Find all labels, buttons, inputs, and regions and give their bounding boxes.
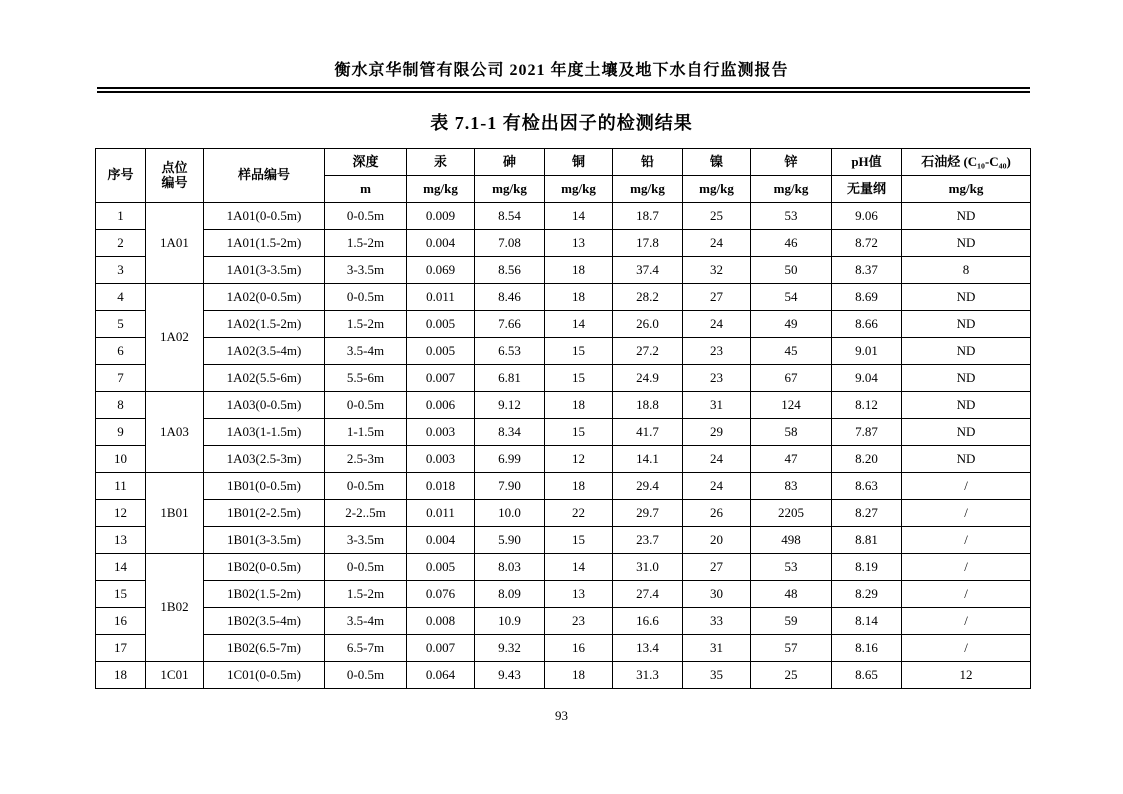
cell-value: 24.9 — [613, 365, 683, 392]
table-row — [96, 473, 1031, 500]
cell-value: 53 — [751, 203, 832, 230]
cell-value: 6.99 — [475, 446, 545, 473]
cell-value: 2.5-3m — [325, 446, 407, 473]
cell-value: 26 — [683, 500, 751, 527]
cell-seq: 5 — [96, 311, 146, 338]
cell-value: 0-0.5m — [325, 473, 407, 500]
table-title: 表 7.1-1 有检出因子的检测结果 — [430, 113, 693, 133]
cell-value: 37.4 — [613, 257, 683, 284]
header-divider — [97, 87, 1030, 93]
cell-value: 15 — [545, 365, 613, 392]
cell-sample-id: 1A01(1.5-2m) — [204, 230, 325, 257]
cell-value: 8.19 — [832, 554, 902, 581]
cell-seq: 2 — [96, 230, 146, 257]
cell-value: 8.65 — [832, 662, 902, 689]
cell-value: 13.4 — [613, 635, 683, 662]
cell-value: 8.14 — [832, 608, 902, 635]
cell-value: 0.005 — [407, 554, 475, 581]
cell-value: 8.34 — [475, 419, 545, 446]
cell-value: 15 — [545, 527, 613, 554]
cell-value: 18 — [545, 392, 613, 419]
cell-value: 9.12 — [475, 392, 545, 419]
cell-value: 10.0 — [475, 500, 545, 527]
sample-column-header: 样品编号 — [204, 149, 325, 203]
cell-value: 24 — [683, 446, 751, 473]
cell-value: 9.06 — [832, 203, 902, 230]
table-row — [96, 500, 1031, 527]
cell-value: 12 — [545, 446, 613, 473]
cell-value: ND — [902, 284, 1031, 311]
cell-value: 9.01 — [832, 338, 902, 365]
cell-value: 3.5-4m — [325, 338, 407, 365]
cell-seq: 11 — [96, 473, 146, 500]
table-row — [96, 527, 1031, 554]
cell-value: 18 — [545, 284, 613, 311]
cell-value: 0-0.5m — [325, 284, 407, 311]
cell-seq: 15 — [96, 581, 146, 608]
cell-point-id: 1A03 — [146, 392, 204, 473]
cell-value: 18.8 — [613, 392, 683, 419]
cell-value: ND — [902, 338, 1031, 365]
cell-value: 9.43 — [475, 662, 545, 689]
cell-value: 67 — [751, 365, 832, 392]
cell-sample-id: 1B02(1.5-2m) — [204, 581, 325, 608]
analyte-unit-header: mg/kg — [902, 176, 1031, 203]
document-header: 衡水京华制管有限公司 2021 年度土壤及地下水自行监测报告 — [334, 62, 789, 79]
analyte-name-header: 石油烃 (C₁₀-C₄₀) — [902, 149, 1031, 176]
table-body — [96, 203, 1031, 689]
cell-value: 1.5-2m — [325, 581, 407, 608]
cell-value: 0.007 — [407, 635, 475, 662]
cell-point-id: 1A02 — [146, 284, 204, 392]
cell-value: 16 — [545, 635, 613, 662]
cell-value: 25 — [683, 203, 751, 230]
cell-value: 8.63 — [832, 473, 902, 500]
page-number: 93 — [555, 708, 568, 723]
table-row — [96, 554, 1031, 581]
table-head — [96, 149, 1031, 203]
cell-value: 46 — [751, 230, 832, 257]
cell-value: 30 — [683, 581, 751, 608]
cell-value: 16.6 — [613, 608, 683, 635]
table-row — [96, 608, 1031, 635]
cell-seq: 12 — [96, 500, 146, 527]
cell-value: 0.009 — [407, 203, 475, 230]
cell-value: 23.7 — [613, 527, 683, 554]
cell-value: 8.09 — [475, 581, 545, 608]
cell-value: 20 — [683, 527, 751, 554]
cell-value: 1.5-2m — [325, 311, 407, 338]
cell-value: 29.7 — [613, 500, 683, 527]
cell-value: 15 — [545, 338, 613, 365]
cell-value: 23 — [683, 365, 751, 392]
cell-sample-id: 1A02(1.5-2m) — [204, 311, 325, 338]
cell-value: 8.81 — [832, 527, 902, 554]
cell-sample-id: 1A02(5.5-6m) — [204, 365, 325, 392]
cell-value: / — [902, 473, 1031, 500]
cell-value: / — [902, 608, 1031, 635]
cell-value: 0.004 — [407, 230, 475, 257]
analyte-unit-header: mg/kg — [407, 176, 475, 203]
cell-value: 2-2..5m — [325, 500, 407, 527]
cell-sample-id: 1B02(3.5-4m) — [204, 608, 325, 635]
table-row — [96, 392, 1031, 419]
analyte-unit-header: mg/kg — [613, 176, 683, 203]
analyte-name-header: 深度 — [325, 149, 407, 176]
table-row — [96, 581, 1031, 608]
analyte-unit-header: 无量纲 — [832, 176, 902, 203]
cell-value: 27 — [683, 284, 751, 311]
cell-seq: 3 — [96, 257, 146, 284]
cell-value: 29.4 — [613, 473, 683, 500]
cell-value: 24 — [683, 311, 751, 338]
cell-sample-id: 1A03(0-0.5m) — [204, 392, 325, 419]
cell-value: 5.90 — [475, 527, 545, 554]
cell-value: 48 — [751, 581, 832, 608]
cell-value: 0-0.5m — [325, 392, 407, 419]
cell-value: 14 — [545, 203, 613, 230]
cell-value: 14 — [545, 554, 613, 581]
table-row — [96, 284, 1031, 311]
cell-value: 18 — [545, 662, 613, 689]
cell-value: / — [902, 554, 1031, 581]
analyte-name-header: 镍 — [683, 149, 751, 176]
cell-value: 1-1.5m — [325, 419, 407, 446]
cell-seq: 16 — [96, 608, 146, 635]
cell-value: 23 — [683, 338, 751, 365]
cell-value: 57 — [751, 635, 832, 662]
detection-results-table — [95, 148, 1031, 689]
cell-seq: 14 — [96, 554, 146, 581]
cell-value: / — [902, 500, 1031, 527]
cell-value: 0-0.5m — [325, 662, 407, 689]
cell-value: 0.069 — [407, 257, 475, 284]
analyte-unit-header: mg/kg — [545, 176, 613, 203]
cell-value: 27 — [683, 554, 751, 581]
cell-value: 47 — [751, 446, 832, 473]
cell-value: 0.064 — [407, 662, 475, 689]
point-column-header: 点位 编号 — [146, 149, 204, 203]
cell-sample-id: 1A02(3.5-4m) — [204, 338, 325, 365]
cell-value: 35 — [683, 662, 751, 689]
table-row — [96, 311, 1031, 338]
cell-seq: 4 — [96, 284, 146, 311]
cell-point-id: 1B02 — [146, 554, 204, 662]
cell-value: 27.4 — [613, 581, 683, 608]
table-row — [96, 230, 1031, 257]
analyte-name-header: 砷 — [475, 149, 545, 176]
cell-seq: 8 — [96, 392, 146, 419]
analyte-unit-header: mg/kg — [751, 176, 832, 203]
analyte-unit-header: m — [325, 176, 407, 203]
cell-value: 8.12 — [832, 392, 902, 419]
cell-value: 8.27 — [832, 500, 902, 527]
cell-value: 0.011 — [407, 284, 475, 311]
table-row — [96, 446, 1031, 473]
cell-value: 0-0.5m — [325, 554, 407, 581]
cell-value: 58 — [751, 419, 832, 446]
cell-seq: 10 — [96, 446, 146, 473]
cell-value: 53 — [751, 554, 832, 581]
cell-value: 6.81 — [475, 365, 545, 392]
analyte-name-header: 铅 — [613, 149, 683, 176]
analyte-name-header: pH值 — [832, 149, 902, 176]
cell-value: 124 — [751, 392, 832, 419]
cell-value: 8.46 — [475, 284, 545, 311]
cell-value: 9.04 — [832, 365, 902, 392]
cell-sample-id: 1A03(2.5-3m) — [204, 446, 325, 473]
cell-value: 8.69 — [832, 284, 902, 311]
cell-value: 26.0 — [613, 311, 683, 338]
analyte-name-header: 汞 — [407, 149, 475, 176]
table-row — [96, 419, 1031, 446]
cell-value: ND — [902, 230, 1031, 257]
cell-value: 7.08 — [475, 230, 545, 257]
cell-value: 6.5-7m — [325, 635, 407, 662]
cell-value: 13 — [545, 230, 613, 257]
cell-value: 25 — [751, 662, 832, 689]
cell-sample-id: 1A01(3-3.5m) — [204, 257, 325, 284]
cell-value: ND — [902, 311, 1031, 338]
cell-value: 33 — [683, 608, 751, 635]
cell-value: 54 — [751, 284, 832, 311]
cell-value: 7.66 — [475, 311, 545, 338]
cell-value: 45 — [751, 338, 832, 365]
cell-value: / — [902, 527, 1031, 554]
cell-value: 49 — [751, 311, 832, 338]
cell-value: 0.011 — [407, 500, 475, 527]
analyte-name-header: 锌 — [751, 149, 832, 176]
cell-value: 14 — [545, 311, 613, 338]
cell-value: 0-0.5m — [325, 203, 407, 230]
cell-value: ND — [902, 392, 1031, 419]
cell-value: 8.54 — [475, 203, 545, 230]
cell-value: 83 — [751, 473, 832, 500]
cell-value: 498 — [751, 527, 832, 554]
cell-value: 41.7 — [613, 419, 683, 446]
cell-value: 8.66 — [832, 311, 902, 338]
cell-value: 0.005 — [407, 338, 475, 365]
cell-sample-id: 1B02(0-0.5m) — [204, 554, 325, 581]
cell-seq: 6 — [96, 338, 146, 365]
cell-seq: 13 — [96, 527, 146, 554]
cell-value: 59 — [751, 608, 832, 635]
cell-value: 17.8 — [613, 230, 683, 257]
cell-point-id: 1A01 — [146, 203, 204, 284]
table-row — [96, 203, 1031, 230]
cell-value: ND — [902, 203, 1031, 230]
cell-value: 24 — [683, 230, 751, 257]
cell-value: 14.1 — [613, 446, 683, 473]
cell-point-id: 1B01 — [146, 473, 204, 554]
cell-sample-id: 1B01(0-0.5m) — [204, 473, 325, 500]
cell-value: 0.003 — [407, 419, 475, 446]
cell-value: 31 — [683, 392, 751, 419]
cell-value: 8.56 — [475, 257, 545, 284]
cell-sample-id: 1A02(0-0.5m) — [204, 284, 325, 311]
cell-value: / — [902, 581, 1031, 608]
cell-value: ND — [902, 365, 1031, 392]
table-row — [96, 635, 1031, 662]
cell-point-id: 1C01 — [146, 662, 204, 689]
cell-value: 8.16 — [832, 635, 902, 662]
cell-value: 3.5-4m — [325, 608, 407, 635]
cell-value: 8.72 — [832, 230, 902, 257]
cell-value: 8.20 — [832, 446, 902, 473]
cell-value: 23 — [545, 608, 613, 635]
cell-sample-id: 1B01(3-3.5m) — [204, 527, 325, 554]
cell-value: 0.005 — [407, 311, 475, 338]
cell-sample-id: 1C01(0-0.5m) — [204, 662, 325, 689]
cell-value: 31.0 — [613, 554, 683, 581]
analyte-unit-header: mg/kg — [475, 176, 545, 203]
cell-sample-id: 1B01(2-2.5m) — [204, 500, 325, 527]
cell-value: 32 — [683, 257, 751, 284]
cell-value: 9.32 — [475, 635, 545, 662]
cell-seq: 7 — [96, 365, 146, 392]
cell-sample-id: 1B02(6.5-7m) — [204, 635, 325, 662]
cell-value: 8.37 — [832, 257, 902, 284]
cell-value: 5.5-6m — [325, 365, 407, 392]
cell-value: 31 — [683, 635, 751, 662]
cell-value: 0.006 — [407, 392, 475, 419]
cell-value: 7.90 — [475, 473, 545, 500]
analyte-unit-header: mg/kg — [683, 176, 751, 203]
cell-value: 0.007 — [407, 365, 475, 392]
cell-value: 8.29 — [832, 581, 902, 608]
cell-value: 3-3.5m — [325, 257, 407, 284]
seq-column-header: 序号 — [96, 149, 146, 203]
analyte-name-header: 铜 — [545, 149, 613, 176]
cell-value: 18.7 — [613, 203, 683, 230]
cell-value: ND — [902, 419, 1031, 446]
cell-value: 18 — [545, 473, 613, 500]
cell-value: 0.008 — [407, 608, 475, 635]
cell-value: 6.53 — [475, 338, 545, 365]
cell-seq: 18 — [96, 662, 146, 689]
cell-value: 24 — [683, 473, 751, 500]
cell-value: 1.5-2m — [325, 230, 407, 257]
table-row — [96, 257, 1031, 284]
table-row — [96, 338, 1031, 365]
cell-value: 7.87 — [832, 419, 902, 446]
table-row — [96, 365, 1031, 392]
cell-value: ND — [902, 446, 1031, 473]
cell-value: 29 — [683, 419, 751, 446]
cell-seq: 9 — [96, 419, 146, 446]
cell-value: 50 — [751, 257, 832, 284]
cell-seq: 1 — [96, 203, 146, 230]
cell-value: 31.3 — [613, 662, 683, 689]
cell-value: 2205 — [751, 500, 832, 527]
cell-value: 0.018 — [407, 473, 475, 500]
cell-value: / — [902, 635, 1031, 662]
table-row — [96, 662, 1031, 689]
cell-seq: 17 — [96, 635, 146, 662]
cell-sample-id: 1A03(1-1.5m) — [204, 419, 325, 446]
cell-value: 27.2 — [613, 338, 683, 365]
cell-value: 12 — [902, 662, 1031, 689]
cell-value: 0.076 — [407, 581, 475, 608]
cell-value: 8.03 — [475, 554, 545, 581]
cell-value: 18 — [545, 257, 613, 284]
cell-value: 28.2 — [613, 284, 683, 311]
cell-value: 22 — [545, 500, 613, 527]
cell-value: 0.003 — [407, 446, 475, 473]
cell-value: 8 — [902, 257, 1031, 284]
cell-value: 0.004 — [407, 527, 475, 554]
cell-value: 13 — [545, 581, 613, 608]
cell-value: 15 — [545, 419, 613, 446]
cell-value: 3-3.5m — [325, 527, 407, 554]
cell-value: 10.9 — [475, 608, 545, 635]
cell-sample-id: 1A01(0-0.5m) — [204, 203, 325, 230]
